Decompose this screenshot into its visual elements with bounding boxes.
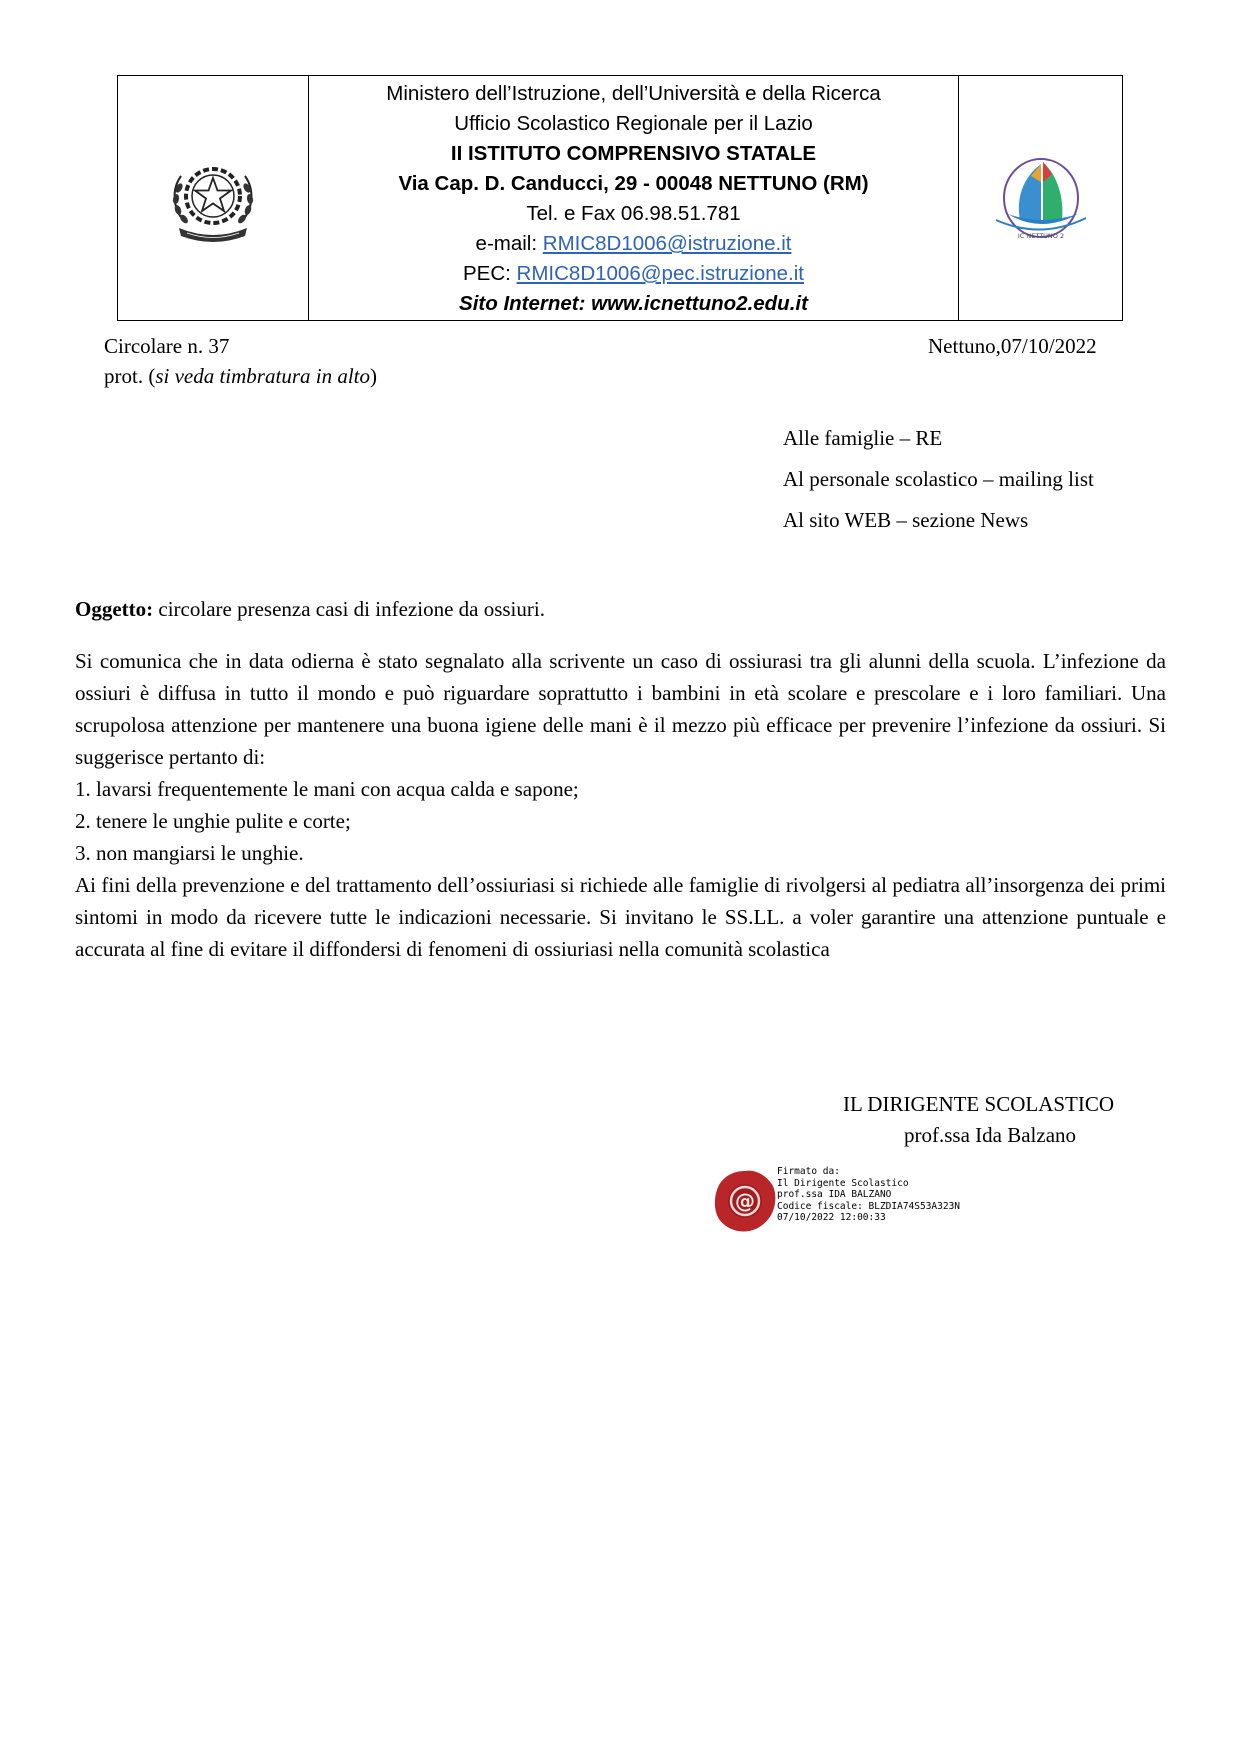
ministry-name: Ministero dell’Istruzione, dell’Università e della Ricerca <box>386 82 881 105</box>
protocol-line <box>104 364 377 389</box>
recipient-website: Al sito WEB – sezione News <box>783 508 1029 532</box>
stamp-line: Codice fiscale: BLZDIA74S53A323N <box>777 1200 961 1212</box>
letterhead-emblem-cell <box>118 76 309 320</box>
protocol-note: si veda timbratura in alto <box>155 364 370 388</box>
stamp-line: Il Dirigente Scolastico <box>777 1177 909 1189</box>
protocol-suffix: ) <box>370 364 377 388</box>
website-line: Sito Internet: www.icnettuno2.edu.it <box>459 292 808 315</box>
email-label: e-mail: <box>475 232 543 255</box>
signature-title: IL DIRIGENTE SCOLASTICO <box>843 1092 1115 1116</box>
body-text <box>75 645 1166 965</box>
protocol-prefix: prot. ( <box>104 364 156 388</box>
stamp-line: Firmato da: <box>777 1166 840 1177</box>
recipients-block <box>783 418 1094 541</box>
pec-label: PEC: <box>463 262 517 285</box>
advice-item: 2. tenere le unghie pulite e corte; <box>75 809 351 833</box>
subject-line <box>75 597 545 622</box>
place-date: Nettuno,07/10/2022 <box>928 334 1097 358</box>
subject-label: Oggetto: <box>75 597 154 621</box>
letterhead-table <box>117 75 1123 321</box>
recipient-staff: Al personale scolastico – mailing list <box>783 467 1094 491</box>
school-logo-icon <box>986 152 1096 244</box>
circular-number: Circolare n. 37 <box>104 334 230 358</box>
letterhead-text <box>309 76 959 320</box>
pec-line <box>309 259 958 289</box>
digital-signature-text <box>777 1166 960 1224</box>
signature-name: prof.ssa Ida Balzano <box>904 1123 1077 1147</box>
advice-item: 3. non mangiarsi le unghie. <box>75 841 304 865</box>
email-line <box>309 229 958 259</box>
letterhead-logo-cell <box>959 76 1122 320</box>
logo-caption: IC NETTUNO 2 <box>1017 232 1064 240</box>
italian-republic-emblem-icon <box>165 152 261 244</box>
pec-link[interactable]: RMIC8D1006@pec.istruzione.it <box>516 262 804 285</box>
recipient-families: Alle famiglie – RE <box>783 426 943 450</box>
email-link[interactable]: RMIC8D1006@istruzione.it <box>542 232 792 255</box>
body-intro: Si comunica che in data odierna è stato segnalato alla scrivente un caso di ossiurasi tra gli alunni della scuola. L’infezione da ossiuri è diffusa in tutto il mondo e può riguardare soprattutto i bambini in età scolare e prescolare e i loro familiari. Una scrupolosa attenzione per mantenere una buona igiene delle mani è il mezzo più efficace per prevenire l’infezione da ossiuri. Si suggerisce pertanto di: <box>75 649 1166 769</box>
subject-text: circolare presenza casi di infezione da ossiuri. <box>153 597 545 621</box>
school-address: Via Cap. D. Canducci, 29 - 00048 NETTUNO (RM) <box>398 172 869 195</box>
stamp-line: 07/10/2022 12:00:33 <box>777 1212 886 1223</box>
stamp-line: prof.ssa IDA BALZANO <box>777 1189 892 1200</box>
school-name: II ISTITUTO COMPRENSIVO STATALE <box>450 142 817 165</box>
advice-item: 1. lavarsi frequentemente le mani con acqua calda e sapone; <box>75 777 579 801</box>
regional-office: Ufficio Scolastico Regionale per il Lazio <box>454 112 813 135</box>
svg-text:@: @ <box>735 1189 755 1213</box>
body-closing: Ai fini della prevenzione e del trattamento dell’ossiuriasi si richiede alle famiglie di rivolgersi al pediatra all’insorgenza dei primi sintomi in modo da ricevere tutte le indicazioni necessarie. Si invitano le SS.LL. a voler garantire una attenzione puntuale e accurata al fine di evitare il diffondersi di fenomeni di ossiuriasi nella comunità scolastica <box>75 873 1166 961</box>
school-phone: Tel. e Fax 06.98.51.781 <box>526 202 741 225</box>
